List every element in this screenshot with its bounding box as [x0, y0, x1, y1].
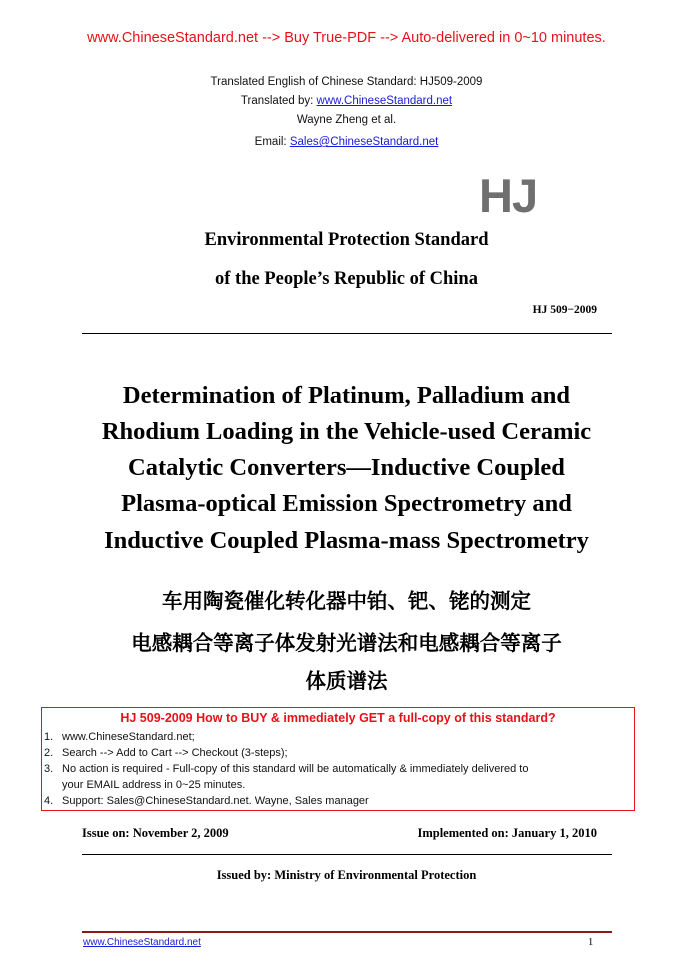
email-label: Email:	[254, 136, 290, 148]
list-item-number: 4.	[44, 795, 54, 807]
hj-logo: HJ	[479, 169, 538, 222]
translated-by-line	[0, 95, 693, 107]
dates-divider	[82, 854, 612, 855]
chinese-title-line-3: 体质谱法	[305, 669, 388, 693]
list-item	[44, 793, 529, 809]
purchase-box-title: HJ 509-2009 How to BUY & immediately GET a full-copy of this standard?	[120, 711, 556, 725]
header-divider	[82, 333, 612, 334]
list-item-text: Search --> Add to Cart --> Checkout (3-steps);	[62, 747, 288, 759]
translators-line: Wayne Zheng et al.	[296, 114, 397, 126]
list-item-text: Support: Sales@ChineseStandard.net. Wayne, Sales manager	[62, 795, 369, 807]
org-title-line-1: Environmental Protection Standard	[204, 230, 489, 250]
list-item-text[interactable]: www.ChineseStandard.net;	[62, 731, 195, 743]
chinese-title-line-2: 电感耦合等离子体发射光谱法和电感耦合等离子	[131, 631, 562, 655]
chinese-title-line-1: 车用陶瓷催化转化器中铂、钯、铑的测定	[162, 589, 531, 613]
list-item-continuation: your EMAIL address in 0~25 minutes.	[62, 779, 246, 791]
email-line	[0, 136, 693, 148]
title-line-3: Catalytic Converters—Inductive Coupled	[128, 454, 565, 481]
issuer: Issued by: Ministry of Environmental Protection	[216, 868, 477, 882]
implemented-date: Implemented on: January 1, 2010	[417, 826, 597, 840]
footer-website-link[interactable]: www.ChineseStandard.net	[83, 937, 201, 948]
list-item-number: 1.	[44, 731, 54, 743]
title-line-1: Determination of Platinum, Palladium and	[122, 382, 571, 409]
org-title-line-2: of the People’s Republic of China	[215, 269, 478, 289]
footer-divider	[82, 931, 612, 933]
standard-code: HJ 509−2009	[532, 304, 597, 316]
translator-website-link[interactable]: www.ChineseStandard.net	[316, 95, 453, 107]
promo-banner[interactable]: www.ChineseStandard.net --> Buy True-PDF --> Auto-delivered in 0~10 minutes.	[87, 30, 606, 46]
list-item-number: 3.	[44, 763, 54, 775]
title-line-4: Plasma-optical Emission Spectrometry and	[121, 490, 572, 517]
purchase-info-box	[41, 707, 635, 811]
list-item	[44, 729, 529, 745]
issue-date: Issue on: November 2, 2009	[82, 826, 229, 840]
list-item-text: No action is required - Full-copy of this standard will be automatically & immediately delivered to	[62, 763, 529, 775]
translated-by-label: Translated by:	[240, 95, 317, 107]
title-line-2: Rhodium Loading in the Vehicle-used Ceramic	[101, 418, 592, 445]
translation-source-line: Translated English of Chinese Standard: HJ509-2009	[210, 76, 483, 88]
list-item	[44, 745, 529, 761]
title-line-5: Inductive Coupled Plasma-mass Spectrometry	[104, 527, 589, 554]
list-item-number: 2.	[44, 747, 54, 759]
purchase-steps-list	[44, 729, 529, 809]
page-number: 1	[588, 937, 594, 948]
list-item	[44, 761, 529, 777]
email-link[interactable]: Sales@ChineseStandard.net	[289, 136, 439, 148]
